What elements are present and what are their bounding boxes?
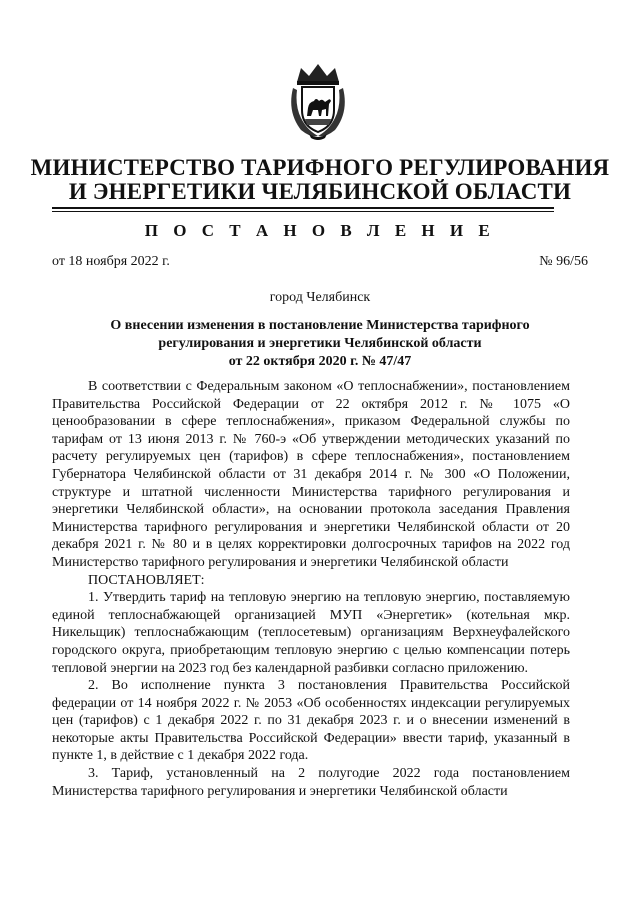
item-3-paragraph: 3. Тариф, установленный на 2 полугодие 2022 года постановлением Министерства тарифного регулирования и энергетики Челябинской области <box>52 766 570 799</box>
title-line: О внесении изменения в постановление Министерства тарифного <box>110 318 530 333</box>
decree-word: ПОСТАНОВЛЯЕТ: <box>88 572 205 588</box>
document-date: от 18 ноября 2022 г. <box>52 254 170 269</box>
header-divider <box>52 207 554 209</box>
ministry-name-line1: МИНИСТЕРСТВО ТАРИФНОГО РЕГУЛИРОВАНИЯ <box>30 155 610 180</box>
header-divider-thin <box>52 211 554 212</box>
document-body <box>52 378 570 800</box>
item-1-paragraph: 1. Утвердить тариф на тепловую энергию на тепловую энергию, поставляемую единой теплоснабжающей организацией МУП «Энергетик» (котельная мкр. Никельщик) теплоснабжающим (теплосетевым) организациям Верхнеуфалейского городского округа, приобретающим тепловую энергию с целью компенсации потерь тепловой энергии на 2023 год без календарной разбивки согласно приложению. <box>52 590 570 676</box>
document-city: город Челябинск <box>269 290 371 305</box>
ministry-name-line2: И ЭНЕРГЕТИКИ ЧЕЛЯБИНСКОЙ ОБЛАСТИ <box>68 179 572 204</box>
document-title <box>80 317 560 371</box>
document-type: П О С Т А Н О В Л Е Н И Е <box>144 221 496 240</box>
preamble-paragraph: В соответствии с Федеральным законом «О теплоснабжении», постановлением Правительства Российской Федерации от 22 октября 2012 г. № 1075 «О ценообразовании в сфере теплоснабжения», приказом Федеральной службы по тарифам от 13 июня 2013 г. № 760-э «Об утверждении методических указаний по расчету регулируемых цен (тарифов) в сфере теплоснабжения», постановлением Губернатора Челябинской области от 31 декабря 2014 г. № 300 «О Положении, структуре и штатной численности Министерства тарифного регулирования и энергетики Челябинской области», на основании протокола заседания Правления Министерства тарифного регулирования и энергетики Челябинской области от 20 декабря 2021 г. № 80 и в целях корректировки долгосрочных тарифов на 2022 год Министерство тарифного регулирования и энергетики Челябинской области <box>52 379 570 570</box>
title-line: от 22 октября 2020 г. № 47/47 <box>228 354 412 369</box>
document-number: № 96/56 <box>539 254 588 269</box>
chelyabinsk-coat-of-arms-icon <box>287 62 349 140</box>
item-2-paragraph: 2. Во исполнение пункта 3 постановления Правительства Российской федерации от 14 ноября 2022 г. № 2053 «Об особенностях индексации регулируемых цен (тарифов) с 1 декабря 2022 г. по 31 декабря 2023 г. и о внесении изменений в некоторые акты Правительства Российской Федерации» ввести тариф, указанный в пункте 1, в действие с 1 декабря 2022 года. <box>52 678 570 764</box>
title-line: регулирования и энергетики Челябинской области <box>158 336 482 351</box>
